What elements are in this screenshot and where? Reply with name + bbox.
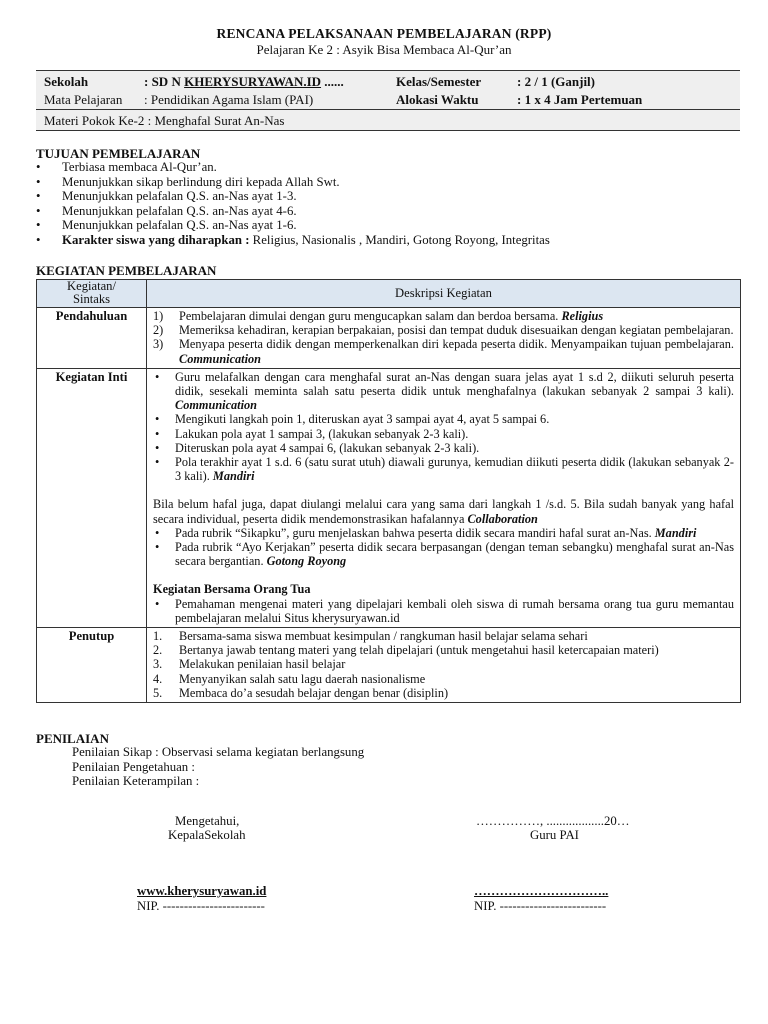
- list-item: [153, 629, 734, 643]
- alokasi-value: : 1 x 4 Jam Pertemuan: [517, 92, 643, 107]
- stage-cell: Kegiatan Inti: [37, 368, 147, 627]
- item-number: 3.: [153, 657, 163, 672]
- character-tag: Mandiri: [212, 469, 255, 484]
- list-item: [153, 526, 734, 540]
- item-number: 1.: [153, 629, 163, 644]
- character-tag: Communication: [175, 398, 258, 413]
- guru-nip: NIP. -------------------------: [474, 899, 607, 913]
- list-item: [153, 455, 734, 483]
- kegiatan-heading: KEGIATAN PEMBELAJARAN: [36, 263, 217, 278]
- tujuan-heading: TUJUAN PEMBELAJARAN: [36, 146, 201, 161]
- materi-pokok: Materi Pokok Ke-2 : Menghafal Surat An-Nas: [44, 113, 285, 128]
- table-row: [37, 628, 741, 703]
- item-number: 1): [153, 309, 164, 323]
- item-text: Memeriksa kehadiran, kerapian berpakaian, posisi dan tempat duduk disesuaikan dengan kegiatan pembelajaran.: [179, 323, 734, 338]
- kepala-nip: NIP. ------------------------: [137, 899, 265, 913]
- list-item: [153, 441, 734, 455]
- penilaian-pengetahuan: Penilaian Pengetahuan :: [72, 760, 195, 774]
- paragraph-text: Bila belum hafal juga, dapat diulangi melalui cara yang sama dari langkah 1 /s.d. 5. Bila sudah banyak yang hafal secara individual, peserta didik mendemonstrasikan hafalannya: [153, 497, 734, 526]
- item-text: Diteruskan pola ayat 4 sampai 6, (lakukan sebanyak 2-3 kali).: [175, 440, 480, 455]
- ortu-heading: Kegiatan Bersama Orang Tua: [153, 582, 311, 597]
- item-text: Pembelajaran dimulai dengan guru mengucapkan salam dan berdoa bersama.: [179, 309, 562, 323]
- alokasi-label: Alokasi Waktu: [396, 92, 479, 107]
- item-number: 4.: [153, 671, 163, 686]
- table-header-deskripsi: Deskripsi Kegiatan: [147, 280, 741, 308]
- desc-cell: [147, 628, 741, 703]
- list-item: • Menunjukkan pelafalan Q.S. an-Nas ayat 1-6.: [36, 218, 740, 233]
- item-text: Mengikuti langkah poin 1, diteruskan ayat 3 sampai ayat 4, ayat 5 sampai 6.: [175, 412, 550, 427]
- desc-cell: [147, 368, 741, 627]
- penilaian-sikap: Penilaian Sikap : Observasi selama kegiatan berlangsung: [72, 745, 365, 759]
- stage-cell: Penutup: [37, 628, 147, 703]
- item-number: 3): [153, 337, 164, 352]
- kepala-sekolah-name: www.kherysuryawan.id: [137, 884, 267, 898]
- list-item: [153, 686, 734, 700]
- penilaian-keterampilan: Penilaian Keterampilan :: [72, 774, 200, 788]
- kepala-sekolah-label: KepalaSekolah: [168, 828, 246, 842]
- sekolah-value: : SD N KHERYSURYAWAN.ID ......: [144, 74, 344, 89]
- item-text: Pada rubrik “Sikapku”, guru menjelaskan bahwa peserta didik secara mandiri hafal surat an-Nas.: [175, 525, 655, 540]
- list-item: [153, 643, 734, 657]
- item-number: 2): [153, 323, 164, 338]
- list-item: • Menunjukkan pelafalan Q.S. an-Nas ayat 4-6.: [36, 204, 740, 219]
- table-header-kegiatan: Kegiatan/ Sintaks: [37, 280, 147, 308]
- item-number: 2.: [153, 643, 163, 658]
- item-text: Melakukan penilaian hasil belajar: [179, 657, 346, 672]
- item-text: Bertanya jawab tentang materi yang telah dipelajari (untuk mengetahui hasil ketercapaian materi): [179, 643, 659, 658]
- stage-cell: Pendahuluan: [37, 308, 147, 369]
- date-line: ……………, ..................20…: [476, 814, 630, 828]
- item-text: Bersama-sama siswa membuat kesimpulan / rangkuman hasil belajar selama sehari: [179, 629, 588, 644]
- list-item: [153, 657, 734, 671]
- list-item: [153, 309, 734, 323]
- list-item: [153, 412, 734, 426]
- item-text: Lakukan pola ayat 1 sampai 3, (lakukan sebanyak 2-3 kali).: [175, 426, 469, 441]
- list-item: • Terbiasa membaca Al-Qur’an.: [36, 160, 740, 175]
- list-item: [153, 427, 734, 441]
- character-tag: Religius: [561, 309, 604, 323]
- item-text: Pola terakhir ayat 1 s.d. 6 (satu surat utuh) diawali gurunya, kemudian diikuti peserta didik (lakukan sebanyak 2-3 kali).: [175, 455, 734, 484]
- character-tag: Collaboration: [467, 511, 538, 526]
- item-text: Menyapa peserta didik dengan memperkenalkan diri kepada peserta didik. Menyampaikan tujuan pembelajaran.: [179, 337, 734, 352]
- guru-name: …………………………..: [474, 884, 609, 898]
- list-item: [153, 370, 734, 413]
- sekolah-label: Sekolah: [44, 74, 89, 89]
- character-tag: Communication: [179, 351, 262, 366]
- paragraph: [153, 497, 734, 525]
- item-text: Membaca do’a sesudah belajar dengan benar (disiplin): [179, 685, 449, 700]
- penilaian-heading: PENILAIAN: [36, 731, 109, 746]
- kelas-value: : 2 / 1 (Ganjil): [517, 74, 595, 89]
- list-item: • Menunjukkan pelafalan Q.S. an-Nas ayat 1-3.: [36, 189, 740, 204]
- kelas-label: Kelas/Semester: [396, 74, 482, 89]
- mengetahui-label: Mengetahui,: [175, 814, 240, 828]
- item-text: Pada rubrik “Ayo Kerjakan” peserta didik secara berpasangan (dengan teman sebangku) menghafal surat an-Nas secara bergantian.: [175, 540, 734, 569]
- character-tag: Gotong Royong: [266, 554, 347, 569]
- list-item: [153, 672, 734, 686]
- item-number: 5.: [153, 685, 163, 700]
- list-item-karakter: • Karakter siswa yang diharapkan : Religius, Nasionalis , Mandiri, Gotong Royong, Integritas: [36, 233, 740, 248]
- item-text: Guru melafalkan dengan cara menghafal surat an-Nas dengan suara jelas ayat 1 s.d 2, diikuti seluruh peserta didik, sesekali meminta salah satu peserta didik untuk menghafalnya (lakukan sebanyak 2 sampai 3 kali).: [175, 369, 734, 399]
- table-row: [37, 308, 741, 369]
- divider: [36, 130, 740, 131]
- list-item: [153, 337, 734, 365]
- table-row: [37, 368, 741, 627]
- list-item: [153, 323, 734, 337]
- list-item: • Pemahaman mengenai materi yang dipelajari kembali oleh siswa di rumah bersama orang tua guru memantau pembelajaran melalui Situs kherysuryawan.id: [153, 597, 734, 625]
- table-header-row: [37, 280, 741, 308]
- list-item: • Menunjukkan sikap berlindung diri kepada Allah Swt.: [36, 175, 740, 190]
- desc-cell: [147, 308, 741, 369]
- spacer: [153, 483, 734, 497]
- mapel-value: : Pendidikan Agama Islam (PAI): [144, 92, 314, 107]
- spacer: [153, 568, 734, 582]
- list-item: [153, 540, 734, 568]
- mapel-label: Mata Pelajaran: [44, 92, 123, 107]
- guru-pai-label: Guru PAI: [530, 828, 579, 842]
- page-title: RENCANA PELAKSANAAN PEMBELAJARAN (RPP): [216, 26, 552, 41]
- item-text: Menyanyikan salah satu lagu daerah nasionalisme: [179, 671, 426, 686]
- tujuan-list: [36, 160, 740, 248]
- page-subtitle: Pelajaran Ke 2 : Asyik Bisa Membaca Al-Qur’an: [256, 42, 512, 57]
- kegiatan-table: [36, 279, 741, 703]
- character-tag: Mandiri: [654, 525, 697, 540]
